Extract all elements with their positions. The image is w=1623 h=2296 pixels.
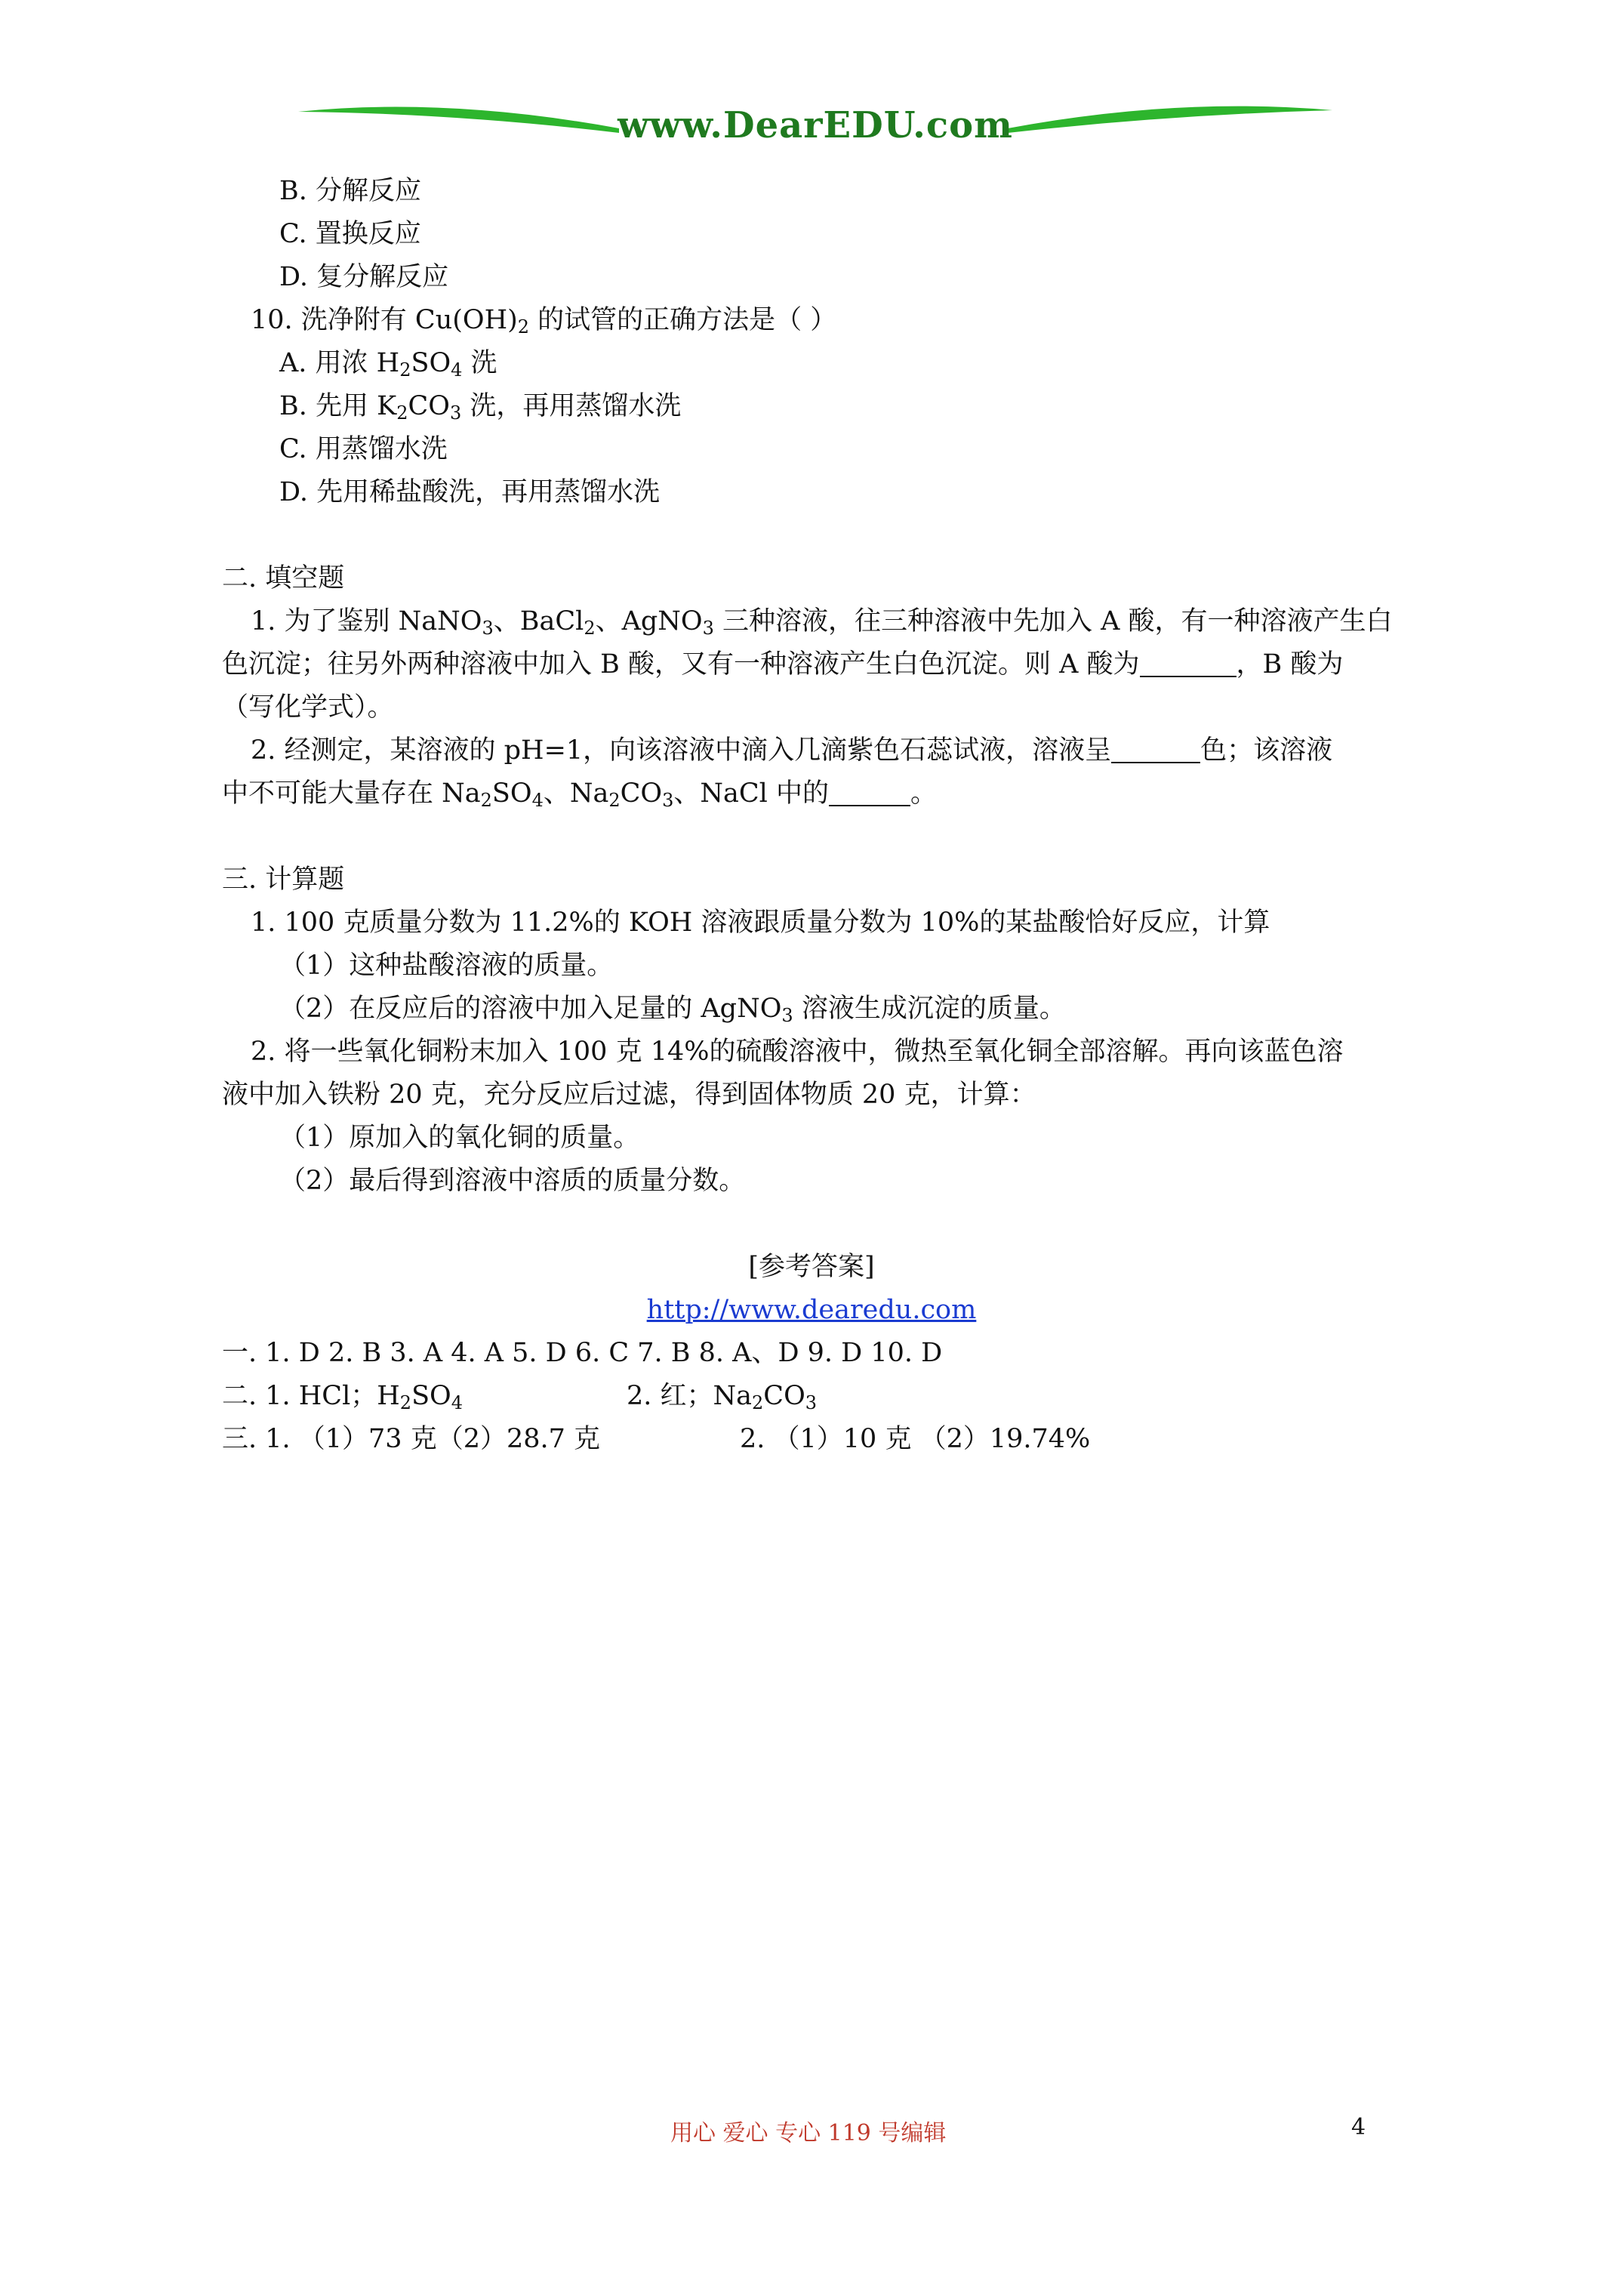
s2-q1-line1: 1. 为了鉴别 NaNO$_3$、BaCl$_2$、AgNO$_3$ 三种溶液，往三种溶液中先加入 A 酸，有一种溶液产生白 — [251, 606, 1393, 639]
page-number: 4 — [1351, 2114, 1366, 2140]
q9-option-b: B. 分解反应 — [279, 176, 421, 206]
answer-blank[interactable] — [1111, 735, 1200, 763]
q10-option-a: A. 用浓 $H_2SO_4$ 洗 — [279, 348, 497, 381]
answers-title: [参考答案] — [748, 1252, 875, 1282]
q10-option-c: C. 用蒸馏水洗 — [279, 434, 448, 464]
answer-blank[interactable] — [829, 778, 910, 806]
q10-option-d: D. 先用稀盐酸洗，再用蒸馏水洗 — [279, 477, 661, 507]
answers-row-2b: 2. 红；$Na_2CO_3$ — [627, 1381, 818, 1413]
answers-link-row — [0, 1291, 1623, 1329]
q9-option-c: C. 置换反应 — [279, 219, 421, 249]
section3-title: 三. 计算题 — [222, 864, 345, 895]
s2-q1-line3: （写化学式）。 — [222, 692, 394, 723]
s3-q2-part2: （2）最后得到溶液中溶质的质量分数。 — [279, 1166, 746, 1196]
answers-row-3b: 2. （1）10 克 （2）19.74% — [740, 1424, 1091, 1454]
section2-title: 二. 填空题 — [222, 563, 345, 593]
s3-q2-line1: 2. 将一些氧化铜粉末加入 100 克 14%的硫酸溶液中，微热至氧化铜全部溶解。再向该蓝色溶 — [251, 1037, 1344, 1067]
s2-q1-line2: 色沉淀；往另外两种溶液中加入 B 酸，又有一种溶液产生白色沉淀。则 A 酸为 ，B 酸为 — [222, 649, 1344, 680]
answers-row-3a: 三. 1. （1）73 克（2）28.7 克 — [222, 1424, 601, 1454]
footer-text: 用心 爱心 专心 119 号编辑 — [670, 2120, 947, 2147]
q10-option-b: B. 先用 $K_2CO_3$ 洗，再用蒸馏水洗 — [279, 391, 682, 424]
answer-blank[interactable] — [1140, 649, 1236, 677]
answers-row-2: 二. 1. HCl；$H_2SO_4$ — [222, 1381, 463, 1413]
brand-logo-text: www.DearEDU.com — [617, 104, 1013, 146]
s3-q1-part1: （1）这种盐酸溶液的质量。 — [279, 951, 614, 981]
q9-option-d: D. 复分解反应 — [279, 262, 449, 292]
s3-q2-line2: 液中加入铁粉 20 克，充分反应后过滤，得到固体物质 20 克，计算： — [222, 1080, 1036, 1110]
q10-stem: 10. 洗净附有 $Cu(OH)_2$ 的试管的正确方法是（ ） — [251, 305, 837, 337]
s2-q2-line2: 中不可能大量存在 $Na_2SO_4$、$Na_2CO_3$、NaCl 中的 。 — [222, 778, 938, 811]
s2-q2-line1: 2. 经测定，某溶液的 pH=1，向该溶液中滴入几滴紫色石蕊试液，溶液呈 色；该溶液 — [251, 735, 1333, 766]
header-banner — [294, 97, 1336, 157]
dearedu-link[interactable]: http://www.dearedu.com — [646, 1295, 977, 1325]
s3-q1-part2: （2）在反应后的溶液中加入足量的 AgNO$_3$ 溶液生成沉淀的质量。 — [279, 994, 1066, 1026]
s3-q2-part1: （1）原加入的氧化铜的质量。 — [279, 1123, 640, 1153]
s3-q1: 1. 100 克质量分数为 11.2%的 KOH 溶液跟质量分数为 10%的某盐酸恰好反应，计算 — [251, 908, 1270, 938]
answers-row-1: 一. 1. D 2. B 3. A 4. A 5. D 6. C 7. B 8. A、D 9. D 10. D — [222, 1338, 943, 1368]
